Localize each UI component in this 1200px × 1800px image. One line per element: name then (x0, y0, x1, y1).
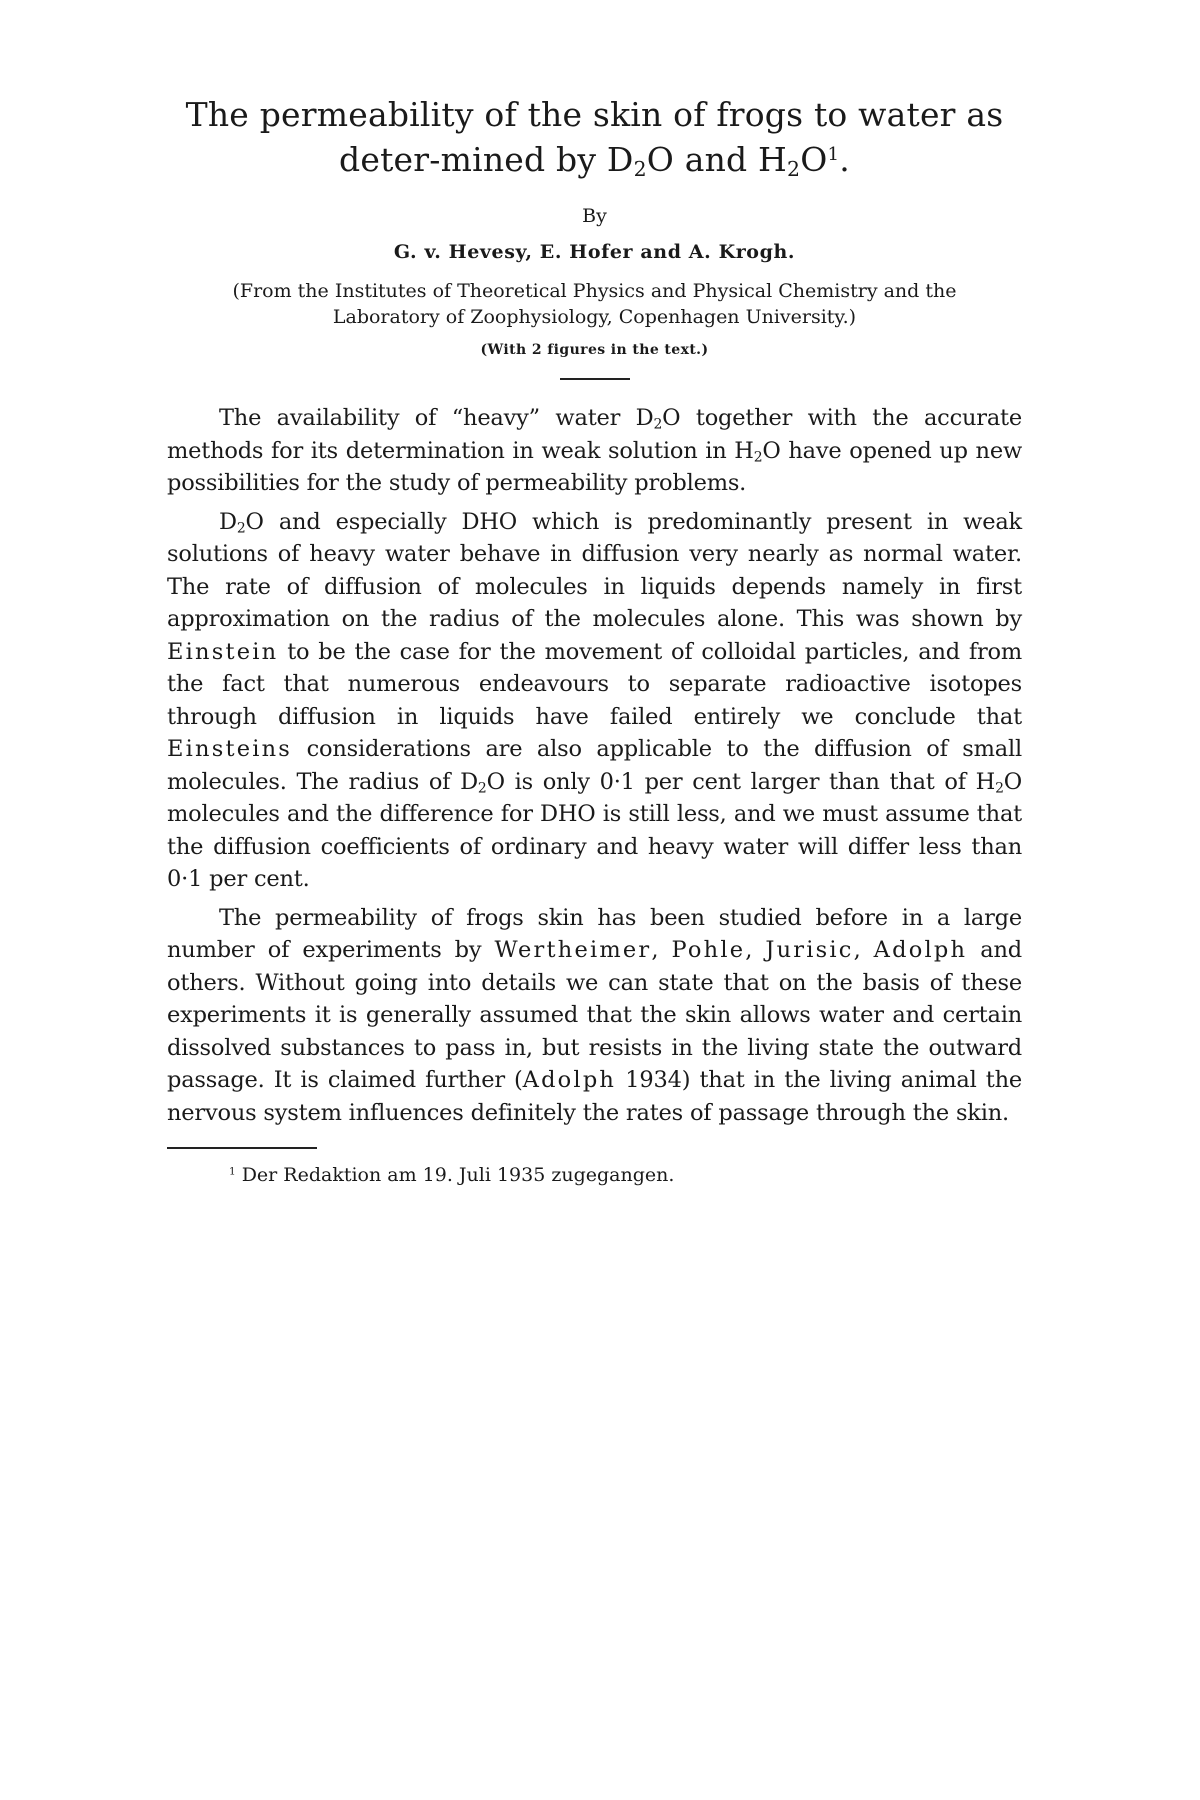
title-text: O (800, 140, 828, 179)
paragraph-text: , (651, 937, 672, 963)
author-name: Adolph (873, 937, 968, 963)
by-line: By (582, 205, 607, 227)
section-divider (560, 378, 630, 380)
author-name: Einstein (167, 638, 279, 665)
title-subscript: 2 (633, 157, 647, 182)
footnote-text: Der Redaktion am 19. Juli 1935 zugegangen. (235, 1164, 675, 1186)
paragraph-text: and others. Without going into details we can state that on the basis of these experiments it is generally assumed that the skin allows water and certain dissolved substances to pass in, but resists in the living state the outward passage. It is claimed further ( (167, 937, 1023, 1093)
paragraph-text: O have opened up new possibilities for the study of permeability problems. (167, 437, 1023, 496)
paragraph-text: 1934) that in the living animal the nervous system influences definitely the rates of passage through the skin. (167, 1067, 1022, 1126)
text-column (167, 92, 1022, 1187)
paragraph-text: considerations are also applicable to the diffusion of small molecules. The radius of D (167, 736, 1022, 795)
paragraph-1 (167, 402, 1022, 500)
paragraph-text: to be the case for the movement of colloidal particles, and from the fact that numerous endeavours to separate radioactive isotopes through diffusion in liquids have failed entirely we conclude that (167, 638, 1022, 730)
author-name: Wertheimer (494, 937, 652, 963)
paragraph-text: , (745, 937, 766, 963)
subscript: 2 (753, 448, 763, 465)
footnote (167, 1163, 1022, 1187)
title-footnote-marker: 1 (827, 144, 840, 166)
affiliation-line-1: (From the Institutes of Theoretical Physics and Physical Chemistry and the (232, 280, 957, 302)
author-name: Jurisic (765, 937, 854, 963)
title-text: The permeability of the skin of frogs to water as deter-mined by D (185, 95, 1004, 179)
footnote-divider (167, 1147, 317, 1149)
subscript: 2 (477, 779, 487, 796)
affiliation-line-2: Laboratory of Zoophysiology, Copenhagen University.) (332, 306, 857, 328)
footnote-marker: 1 (229, 1165, 236, 1178)
paragraph-text: O molecules and the difference for DHO is still less, and we must assume that the diffusion coefficients of ordinary and heavy water will differ less than 0·1 per cent. (167, 768, 1022, 892)
paragraph-text: D (219, 508, 237, 535)
paragraph-text: O is only 0·1 per cent larger than that of H (486, 768, 996, 795)
paragraph-2 (167, 506, 1022, 896)
subscript: 2 (653, 416, 663, 433)
paragraph-text: The availability of “heavy” water D (219, 405, 654, 431)
authors: G. v. Hevesy, E. Hofer and A. Krogh. (393, 241, 796, 263)
title-subscript: 2 (787, 157, 801, 182)
paragraph-text: , (853, 937, 874, 963)
affiliation (167, 278, 1022, 330)
title-text: O and H (646, 140, 788, 179)
paragraph-text: O together with the accurate methods for its determination in weak solution in H (167, 405, 1022, 464)
author-name: Einsteins (167, 736, 293, 762)
subscript: 2 (995, 779, 1004, 796)
paragraph-text: The permeability of frogs skin has been studied before in a large number of experiments by (167, 904, 1022, 963)
figures-note: (With 2 figures in the text.) (480, 342, 709, 358)
article-title (167, 92, 1022, 182)
subscript: 2 (236, 519, 246, 536)
author-name: Adolph (522, 1067, 617, 1093)
title-text: . (839, 140, 850, 179)
paragraph-text: O and especially DHO which is predominantly present in weak solutions of heavy water behave in diffusion very nearly as normal water. The rate of diffusion of molecules in liquids depends namely in first approximation on the radius of the molecules alone. This was shown by (167, 508, 1022, 632)
author-name: Pohle (671, 937, 746, 963)
paragraph-3 (167, 902, 1022, 1130)
